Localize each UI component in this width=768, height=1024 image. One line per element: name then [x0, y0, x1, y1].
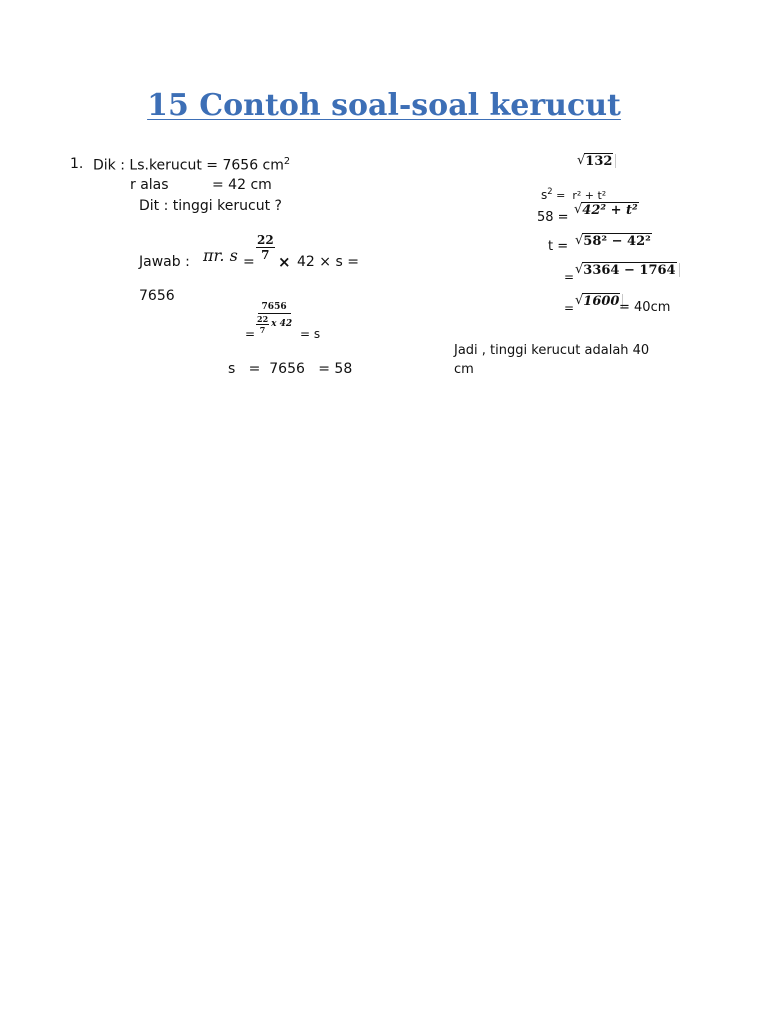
dik-text: Dik : Ls.kerucut = 7656 cm	[93, 157, 284, 174]
pi-r-s: πr. s	[203, 246, 238, 265]
dik-superscript: 2	[283, 156, 291, 167]
value-7656: 7656	[139, 288, 175, 304]
s-result-line: s = 7656 = 58	[228, 361, 353, 377]
sqrt-1600-value: 1600	[583, 294, 620, 309]
r-alas-label: r alas	[130, 177, 169, 193]
equals-sign-2: =	[245, 327, 256, 341]
fraction2-denominator	[256, 314, 292, 334]
s-squared-line: $s^2 = r^2 + t^2$	[541, 186, 607, 202]
sqrt-132-value: 132	[585, 154, 613, 169]
sqrt-132: √ 132	[577, 153, 616, 169]
conclusion-line-2: cm	[454, 362, 474, 377]
page-title: 15 Contoh soal-soal kerucut	[147, 88, 621, 123]
equals-s: = s	[300, 327, 321, 341]
problem-number: 1.	[70, 156, 84, 172]
times-sign: ×	[278, 253, 291, 271]
fraction-22-7	[256, 234, 275, 261]
times-42: x 42	[271, 319, 293, 329]
s-label: s	[541, 188, 548, 202]
line-58-label: 58 =	[537, 210, 569, 225]
equals-sign: =	[243, 254, 255, 270]
sqrt-58-42: √ 58² − 42²	[575, 233, 651, 249]
inner-fraction-num: 22	[257, 314, 269, 324]
fraction2-numerator: 7656	[258, 303, 291, 314]
r-alas-value: = 42 cm	[212, 177, 272, 193]
jawab-label: Jawab :	[139, 254, 190, 270]
sqrt-3364-1764: √ 3364 − 1764	[575, 262, 680, 278]
cursor-mark-2	[679, 263, 680, 277]
sqrt-58-42-value: 58² − 42²	[583, 234, 651, 249]
sqrt-42-t: √ 42² + t²	[574, 202, 638, 218]
equals-sign-4: =	[564, 301, 575, 315]
fraction-denominator: 7	[261, 248, 270, 262]
conclusion-line-1: Jadi , tinggi kerucut adalah 40	[454, 343, 650, 358]
jawab-rest: 42 × s =	[297, 254, 359, 270]
dik-line	[93, 156, 290, 174]
sqrt-42-t-value: 42² + t²	[582, 203, 638, 218]
s-squared-rhs: = r² + t²	[552, 189, 607, 202]
sqrt-1600: √ 1600	[575, 293, 623, 309]
fraction-numerator: 22	[257, 233, 274, 247]
t-label: t =	[548, 239, 569, 254]
result-40cm: = 40cm	[619, 300, 671, 315]
fraction-7656-over	[256, 303, 292, 334]
cursor-mark	[615, 154, 616, 168]
inner-fraction-den: 7	[259, 325, 266, 335]
sqrt-3364-1764-value: 3364 − 1764	[583, 263, 676, 278]
dit-line: Dit : tinggi kerucut ?	[139, 198, 282, 214]
equals-sign-3: =	[564, 270, 575, 284]
